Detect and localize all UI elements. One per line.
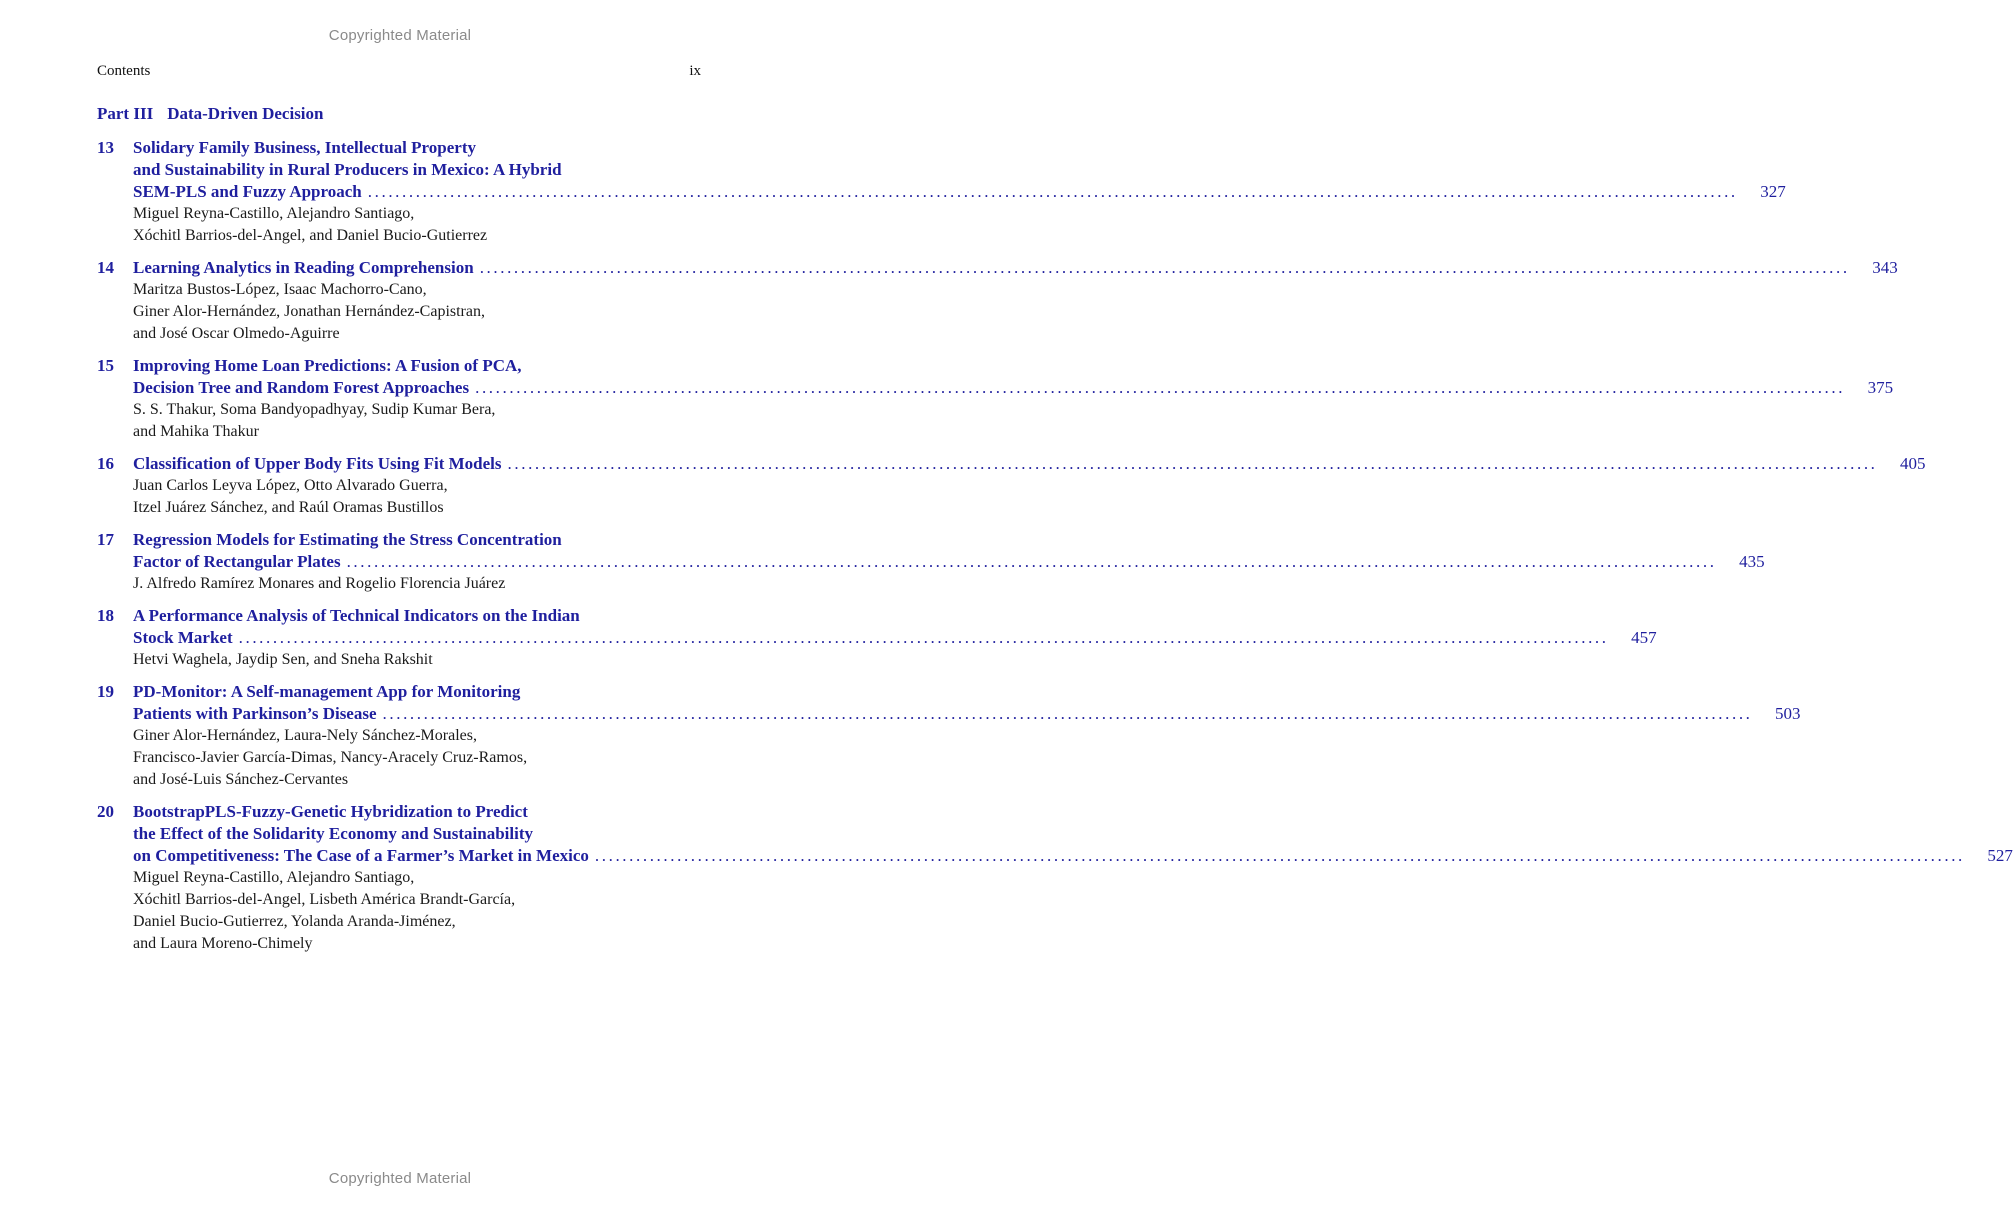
chapter-authors-line: Itzel Juárez Sánchez, and Raúl Oramas Bustillos — [133, 499, 444, 516]
chapter-number: 20 — [97, 802, 114, 821]
chapter-authors-line: Hetvi Waghela, Jaydip Sen, and Sneha Rakshit — [133, 651, 433, 668]
chapter-number: 19 — [97, 682, 114, 701]
toc-entry-chapter-18[interactable] — [97, 605, 1657, 671]
chapter-number: 13 — [97, 138, 114, 157]
chapter-authors-line: S. S. Thakur, Soma Bandyopadhyay, Sudip Kumar Bera, — [133, 401, 496, 418]
toc-entry-chapter-13[interactable] — [97, 137, 1786, 247]
chapter-page-number[interactable]: 503 — [1775, 704, 1801, 723]
chapter-title-final-line[interactable] — [133, 453, 1926, 475]
toc-entry-chapter-17[interactable] — [97, 529, 1765, 595]
chapter-title-line[interactable]: Solidary Family Business, Intellectual Property — [133, 138, 476, 157]
dot-leader: ........................................................................................................................................................................................................ — [479, 258, 1850, 277]
chapter-title-final-line[interactable] — [133, 703, 1801, 725]
part-heading — [97, 104, 323, 124]
chapter-authors-line: Miguel Reyna-Castillo, Alejandro Santiago, — [133, 869, 415, 886]
chapter-title-line[interactable]: Patients with Parkinson’s Disease — [133, 704, 377, 723]
chapter-title-final-line[interactable] — [133, 181, 1786, 203]
toc-entry-chapter-20[interactable] — [97, 801, 2013, 955]
toc-entry-chapter-19[interactable] — [97, 681, 1801, 791]
running-head-section: Contents — [97, 63, 151, 79]
chapter-page-number[interactable]: 405 — [1900, 454, 1926, 473]
chapter-authors-line: Xóchitl Barrios-del-Angel, and Daniel Bucio-Gutierrez — [133, 227, 488, 244]
dot-leader: ........................................................................................................................................................................................................ — [346, 552, 1717, 571]
chapter-authors-line: Giner Alor-Hernández, Laura-Nely Sánchez-Morales, — [133, 727, 477, 744]
chapter-authors-line: Xóchitl Barrios-del-Angel, Lisbeth América Brandt-García, — [133, 891, 516, 908]
chapter-number: 16 — [97, 454, 114, 473]
chapter-title-line[interactable]: Regression Models for Estimating the Stress Concentration — [133, 530, 562, 549]
chapter-title-line[interactable]: Factor of Rectangular Plates — [133, 552, 341, 571]
chapter-authors-line: Miguel Reyna-Castillo, Alejandro Santiago, — [133, 205, 415, 222]
chapter-page-number[interactable]: 343 — [1872, 258, 1898, 277]
chapter-number: 17 — [97, 530, 114, 549]
dot-leader: ........................................................................................................................................................................................................ — [382, 704, 1753, 723]
chapter-page-number[interactable]: 375 — [1867, 378, 1894, 397]
chapter-authors-line: Daniel Bucio-Gutierrez, Yolanda Aranda-Jiménez, — [133, 913, 456, 930]
chapter-title-final-line[interactable] — [133, 627, 1657, 649]
chapter-title-line[interactable]: on Competitiveness: The Case of a Farmer’s Market in Mexico — [133, 846, 589, 865]
chapter-number: 14 — [97, 258, 114, 277]
chapter-authors-line: and Laura Moreno-Chimely — [133, 935, 313, 952]
part-label: Part III — [97, 104, 154, 123]
chapter-title-line[interactable]: Improving Home Loan Predictions: A Fusion of PCA, — [133, 356, 522, 375]
chapter-title-final-line[interactable] — [133, 257, 1898, 279]
chapter-authors-line: and José-Luis Sánchez-Cervantes — [133, 771, 349, 788]
dot-leader: ........................................................................................................................................................................................................ — [594, 846, 1965, 865]
chapter-title-line[interactable]: A Performance Analysis of Technical Indicators on the Indian — [133, 606, 580, 625]
chapter-title-line[interactable]: SEM-PLS and Fuzzy Approach — [133, 182, 362, 201]
chapter-title-line[interactable]: BootstrapPLS-Fuzzy-Genetic Hybridization to Predict — [133, 802, 528, 821]
chapter-authors-line: and Mahika Thakur — [133, 423, 259, 440]
table-of-contents — [97, 137, 2013, 965]
chapter-title-final-line[interactable] — [133, 845, 2013, 867]
chapter-authors-line: J. Alfredo Ramírez Monares and Rogelio Florencia Juárez — [133, 575, 506, 592]
chapter-title-final-line[interactable] — [133, 551, 1765, 573]
toc-entry-chapter-15[interactable] — [97, 355, 1894, 443]
chapter-title-line[interactable]: Decision Tree and Random Forest Approaches — [133, 378, 470, 397]
chapter-authors-line: Juan Carlos Leyva López, Otto Alvarado Guerra, — [133, 477, 448, 494]
toc-entry-chapter-14[interactable] — [97, 257, 1898, 345]
chapter-page-number[interactable]: 457 — [1631, 628, 1657, 647]
watermark-bottom: Copyrighted Material — [328, 1170, 472, 1187]
chapter-number: 18 — [97, 606, 114, 625]
chapter-authors-line: Maritza Bustos-López, Isaac Machorro-Cano, — [133, 281, 427, 298]
dot-leader: ........................................................................................................................................................................................................ — [507, 454, 1878, 473]
chapter-title-line[interactable]: and Sustainability in Rural Producers in Mexico: A Hybrid — [133, 160, 562, 179]
chapter-title-final-line[interactable] — [133, 377, 1894, 399]
chapter-number: 15 — [97, 356, 114, 375]
watermark-top: Copyrighted Material — [328, 27, 472, 44]
toc-entry-chapter-16[interactable] — [97, 453, 1926, 519]
chapter-page-number[interactable]: 435 — [1739, 552, 1765, 571]
chapter-title-line[interactable]: the Effect of the Solidarity Economy and Sustainability — [133, 824, 533, 843]
chapter-page-number[interactable]: 527 — [1987, 846, 2013, 865]
running-head — [97, 63, 701, 83]
dot-leader: ........................................................................................................................................................................................................ — [367, 182, 1738, 201]
part-title: Data-Driven Decision — [167, 104, 324, 123]
chapter-authors-line: Giner Alor-Hernández, Jonathan Hernández-Capistran, — [133, 303, 485, 320]
chapter-title-line[interactable]: Learning Analytics in Reading Comprehension — [133, 258, 474, 277]
chapter-title-line[interactable]: Classification of Upper Body Fits Using Fit Models — [133, 454, 502, 473]
dot-leader: ........................................................................................................................................................................................................ — [475, 378, 1846, 397]
chapter-title-line[interactable]: Stock Market — [133, 628, 233, 647]
chapter-authors-line: and José Oscar Olmedo-Aguirre — [133, 325, 340, 342]
chapter-authors-line: Francisco-Javier García-Dimas, Nancy-Aracely Cruz-Ramos, — [133, 749, 528, 766]
chapter-page-number[interactable]: 327 — [1760, 182, 1786, 201]
running-head-page-number: ix — [689, 63, 701, 79]
chapter-title-line[interactable]: PD-Monitor: A Self-management App for Monitoring — [133, 682, 521, 701]
dot-leader: ........................................................................................................................................................................................................ — [238, 628, 1609, 647]
